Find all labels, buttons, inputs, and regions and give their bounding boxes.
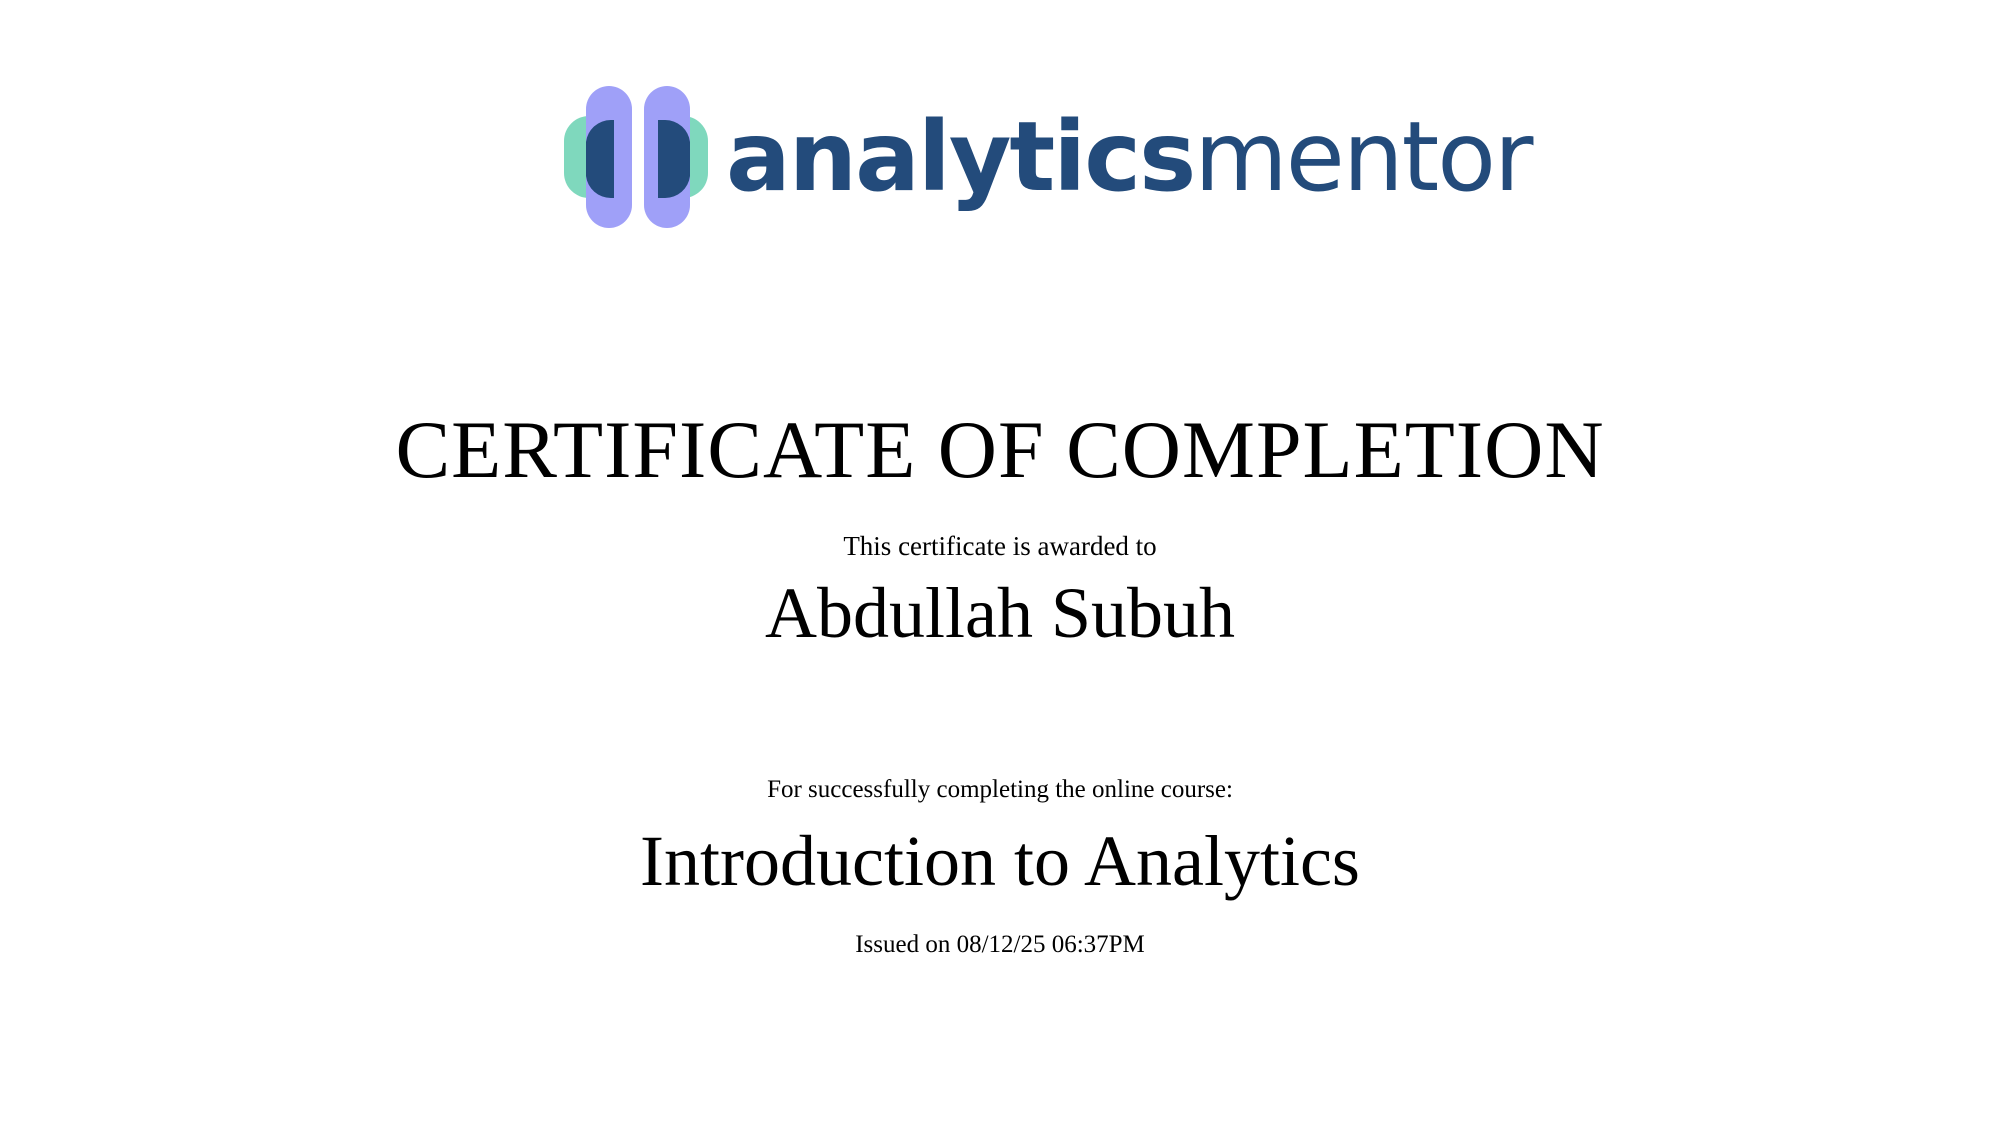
certificate-title: CERTIFICATE OF COMPLETION bbox=[395, 404, 1605, 495]
logo-word-analytics: analytics bbox=[726, 101, 1195, 213]
awarded-to-text: This certificate is awarded to bbox=[843, 531, 1157, 561]
logo-mark-icon bbox=[556, 82, 716, 232]
logo-wordmark bbox=[726, 82, 1532, 232]
completion-text: For successfully completing the online course: bbox=[767, 776, 1233, 803]
course-name: Introduction to Analytics bbox=[640, 821, 1360, 901]
analyticsmentor-logo bbox=[556, 82, 1532, 232]
logo-word-mentor: mentor bbox=[1194, 101, 1532, 213]
issued-date: Issued on 08/12/25 06:37PM bbox=[855, 931, 1145, 958]
recipient-name: Abdullah Subuh bbox=[764, 573, 1235, 653]
